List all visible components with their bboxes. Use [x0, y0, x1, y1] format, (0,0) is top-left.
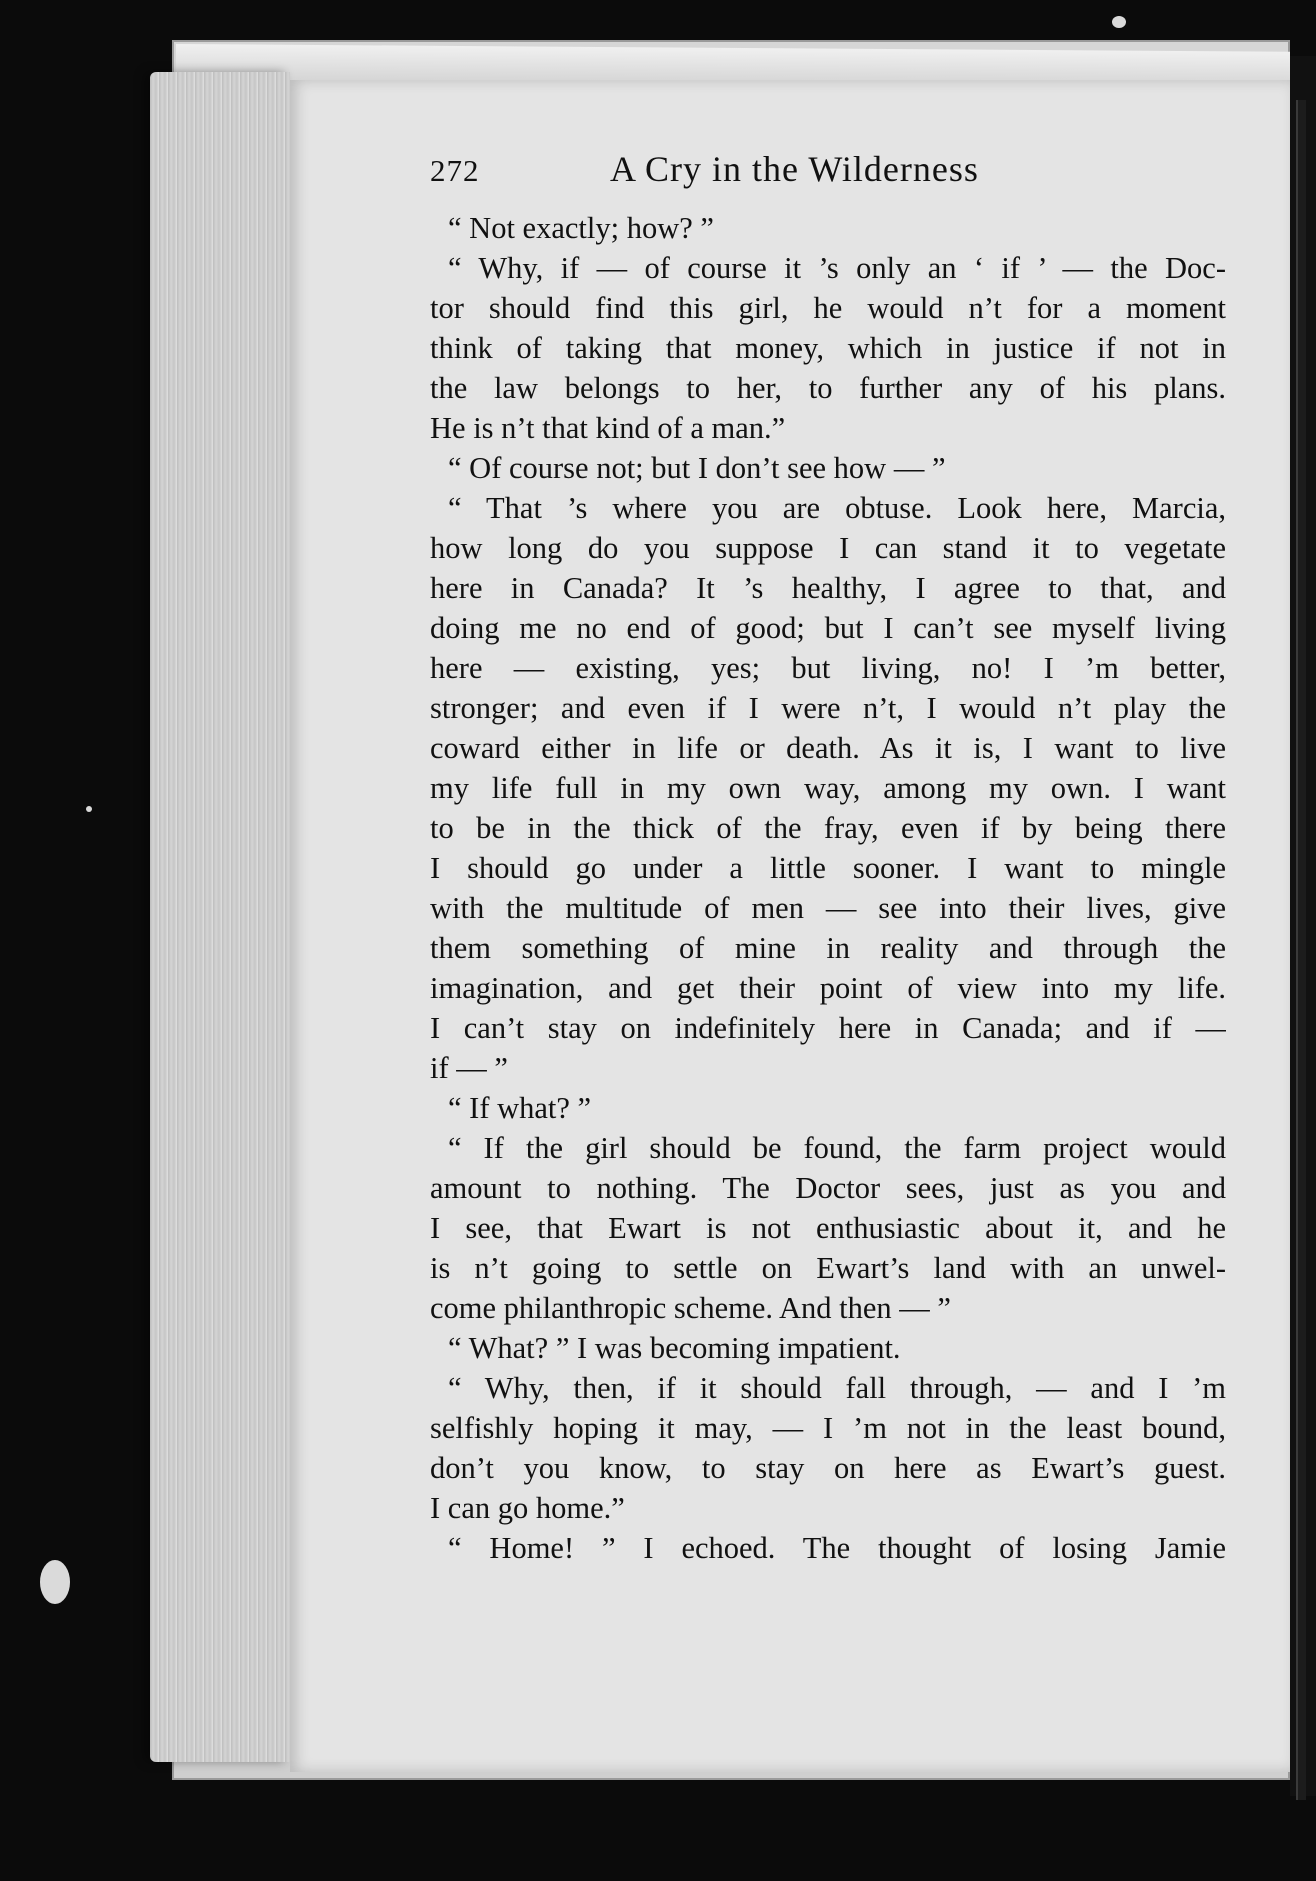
- text-line: “ Home! ” I echoed. The thought of losing Jamie: [448, 1531, 1226, 1565]
- text-line: here in Canada? It ’s healthy, I agree to that, and: [430, 571, 1226, 605]
- text-line: here — existing, yes; but living, no! I ’m better,: [430, 651, 1226, 685]
- text-line: selfishly hoping it may, — I ’m not in the least bound,: [430, 1411, 1226, 1445]
- text-line: “ Why, then, if it should fall through, — and I ’m: [448, 1371, 1226, 1405]
- page-fore-edge: [150, 72, 290, 1762]
- text-line: come philanthropic scheme. And then — ”: [430, 1291, 951, 1325]
- text-line: is n’t going to settle on Ewart’s land with an unwel-: [430, 1251, 1226, 1285]
- scan-dust: [40, 1560, 70, 1604]
- text-line: I can’t stay on indefinitely here in Canada; and if —: [430, 1011, 1226, 1045]
- text-line: “ If what? ”: [448, 1091, 592, 1125]
- text-line: “ Not exactly; how? ”: [448, 211, 714, 245]
- text-line: “ Why, if — of course it ’s only an ‘ if ’ — the Doc-: [448, 251, 1226, 285]
- running-head: [430, 148, 1226, 204]
- text-line: I should go under a little sooner. I want to mingle: [430, 851, 1226, 885]
- text-line: He is n’t that kind of a man.”: [430, 411, 786, 445]
- text-line: imagination, and get their point of view into my life.: [430, 971, 1226, 1005]
- text-line: “ What? ” I was becoming impatient.: [448, 1331, 901, 1365]
- text-line: them something of mine in reality and through the: [430, 931, 1226, 965]
- text-line: tor should find this girl, he would n’t for a moment: [430, 291, 1226, 325]
- text-line: don’t you know, to stay on here as Ewart’s guest.: [430, 1451, 1226, 1485]
- text-line: my life full in my own way, among my own. I want: [430, 771, 1226, 805]
- page-number: 272: [430, 153, 480, 188]
- right-page-edge: [1296, 100, 1306, 1800]
- scan-dust: [1112, 16, 1126, 28]
- page-content: [430, 148, 1226, 1568]
- text-line: “ If the girl should be found, the farm project would: [448, 1131, 1226, 1165]
- text-line: to be in the thick of the fray, even if by being there: [430, 811, 1226, 845]
- running-title: A Cry in the Wilderness: [610, 149, 979, 189]
- text-line: stronger; and even if I were n’t, I would n’t play the: [430, 691, 1226, 725]
- text-line: the law belongs to her, to further any of his plans.: [430, 371, 1226, 405]
- text-line: I see, that Ewart is not enthusiastic about it, and he: [430, 1211, 1226, 1245]
- text-line: with the multitude of men — see into their lives, give: [430, 891, 1226, 925]
- text-line: think of taking that money, which in justice if not in: [430, 331, 1226, 365]
- text-line: I can go home.”: [430, 1491, 625, 1525]
- text-line: how long do you suppose I can stand it to vegetate: [430, 531, 1226, 565]
- text-line: “ That ’s where you are obtuse. Look here, Marcia,: [448, 491, 1226, 525]
- scan-dust: [86, 806, 92, 812]
- text-line: doing me no end of good; but I can’t see myself living: [430, 611, 1226, 645]
- body-text: [430, 208, 1226, 1568]
- text-line: amount to nothing. The Doctor sees, just as you and: [430, 1171, 1226, 1205]
- text-line: if — ”: [430, 1051, 508, 1085]
- text-line: “ Of course not; but I don’t see how — ”: [448, 451, 946, 485]
- text-line: coward either in life or death. As it is, I want to live: [430, 731, 1226, 765]
